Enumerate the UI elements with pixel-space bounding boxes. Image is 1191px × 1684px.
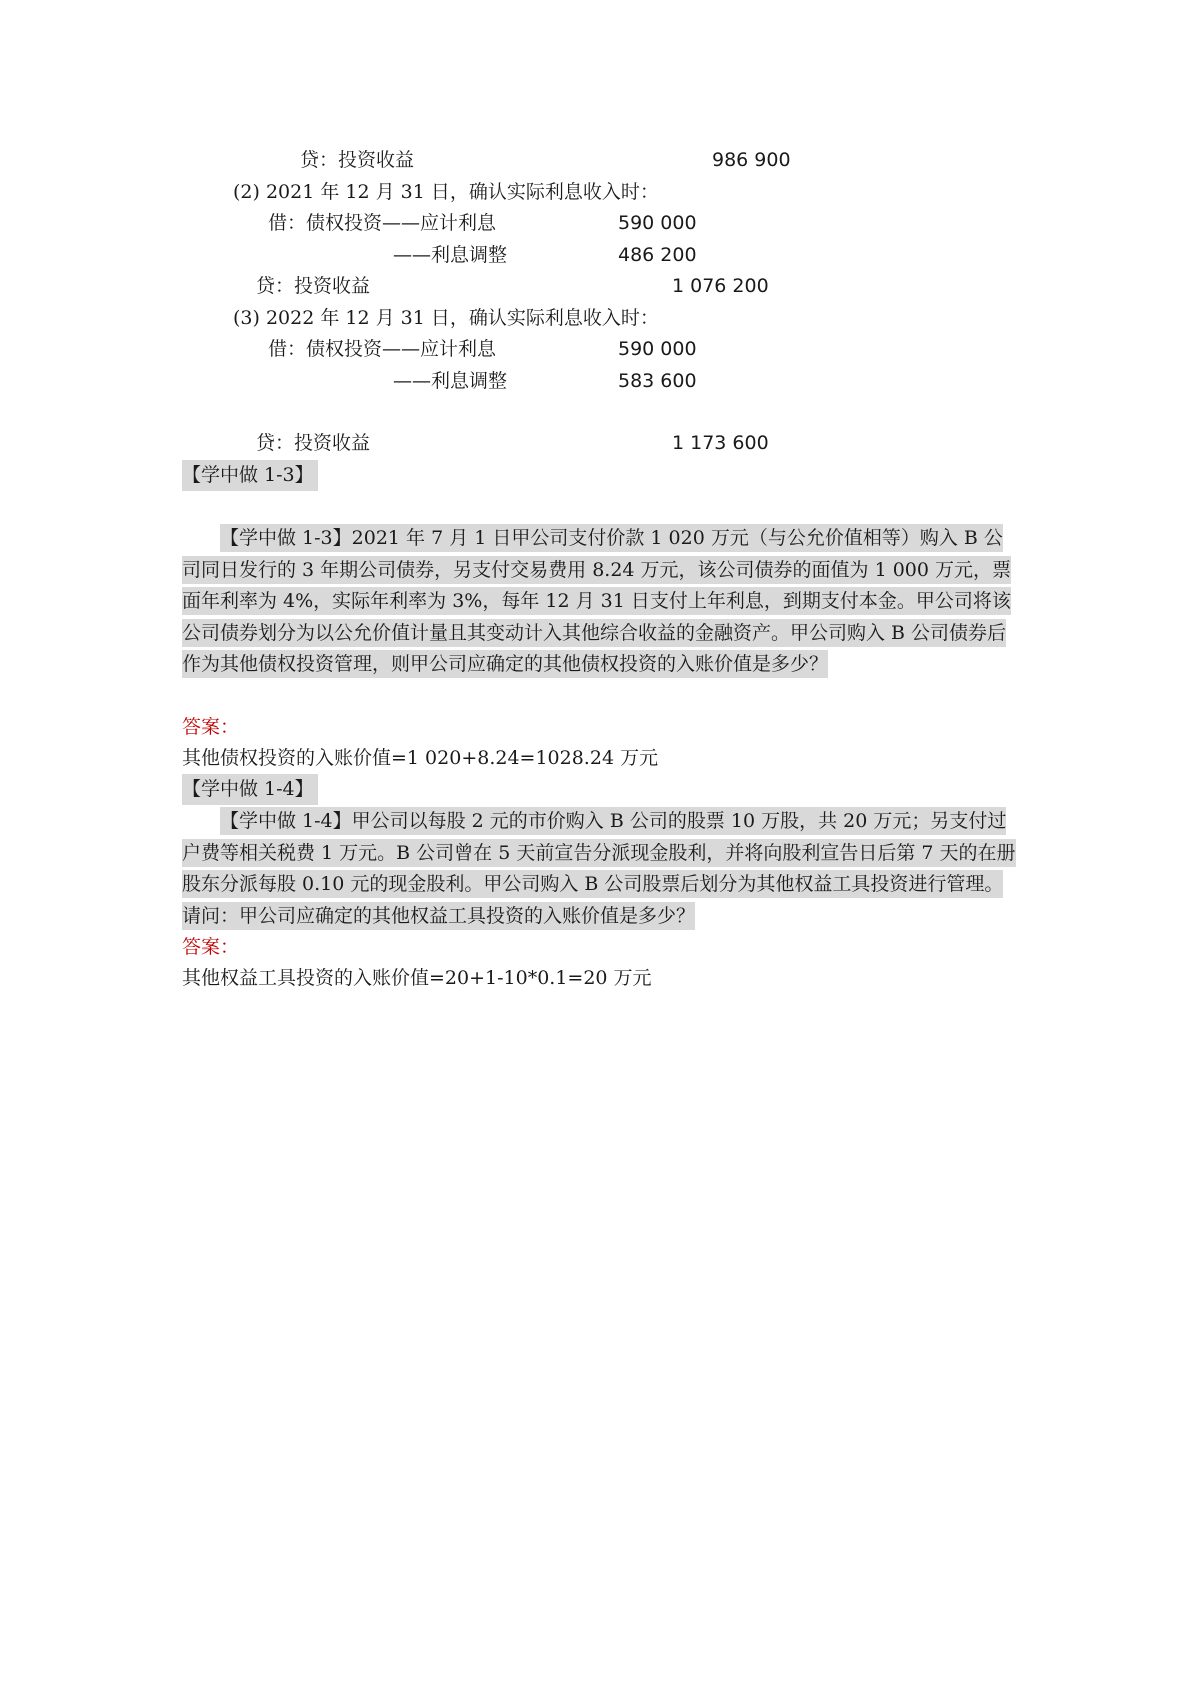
exercise-1-3-question-text: 【学中做 1-3】2021 年 7 月 1 日甲公司支付价款 1 020 万元（与公允价值相等）购入 B 公司同日发行的 3 年期公司债券，另支付交易费用 8.24 万元，该公司债券的面值为 1 000 万元，票面年利率为 4%，实际年利率为 3%，每年 12 月 31 日支付上年利息，到期支付本金。甲公司将该公司债券划分为以公允价值计量且其变动计入其他综合收益的金融资产。甲公司购入 B 公司债券后作为其他债权投资管理，则甲公司应确定的其他债权投资的入账价值是多少？ xyxy=(182,524,1011,678)
journal-line-adjust-2: ——利息调整 xyxy=(393,244,508,266)
exercise-1-3-answer-label: 答案： xyxy=(182,716,240,738)
journal-amount-3b: 583 600 xyxy=(618,370,697,392)
journal-amount-2b: 486 200 xyxy=(618,244,697,266)
exercise-1-4-answer-label: 答案： xyxy=(182,936,240,958)
journal-heading-3: (3) 2022 年 12 月 31 日，确认实际利息收入时： xyxy=(233,307,659,329)
exercise-1-4-header: 【学中做 1-4】 xyxy=(182,774,318,805)
journal-amount-2a: 590 000 xyxy=(618,212,697,234)
journal-line-credit-3: 贷：投资收益 xyxy=(256,432,371,454)
journal-amount-3c: 1 173 600 xyxy=(672,432,769,454)
exercise-1-3-answer: 其他债权投资的入账价值=1 020+8.24=1028.24 万元 xyxy=(182,747,659,769)
journal-line-debit-2: 借：债权投资——应计利息 xyxy=(268,212,497,234)
journal-heading-2: (2) 2021 年 12 月 31 日，确认实际利息收入时： xyxy=(233,181,659,203)
exercise-1-4-answer: 其他权益工具投资的入账价值=20+1-10*0.1=20 万元 xyxy=(182,967,652,989)
exercise-1-4-question xyxy=(182,806,1020,932)
journal-line-credit-1: 贷：投资收益 xyxy=(300,149,415,171)
journal-line-adjust-3: ——利息调整 xyxy=(393,370,508,392)
exercise-1-3-question xyxy=(182,523,1020,681)
exercise-1-4-question-text: 【学中做 1-4】甲公司以每股 2 元的市价购入 B 公司的股票 10 万股，共 20 万元；另支付过户费等相关税费 1 万元。B 公司曾在 5 天前宣告分派现金股利，并将向股利宣告日后第 7 天的在册股东分派每股 0.10 元的现金股利。甲公司购入 B 公司股票后划分为其他权益工具投资进行管理。请问：甲公司应确定的其他权益工具投资的入账价值是多少？ xyxy=(182,807,1016,930)
journal-line-debit-3: 借：债权投资——应计利息 xyxy=(268,338,497,360)
journal-amount-2c: 1 076 200 xyxy=(672,275,769,297)
exercise-1-3-header: 【学中做 1-3】 xyxy=(182,460,318,491)
journal-amount-1: 986 900 xyxy=(712,149,791,171)
journal-amount-3a: 590 000 xyxy=(618,338,697,360)
journal-line-credit-2: 贷：投资收益 xyxy=(256,275,371,297)
